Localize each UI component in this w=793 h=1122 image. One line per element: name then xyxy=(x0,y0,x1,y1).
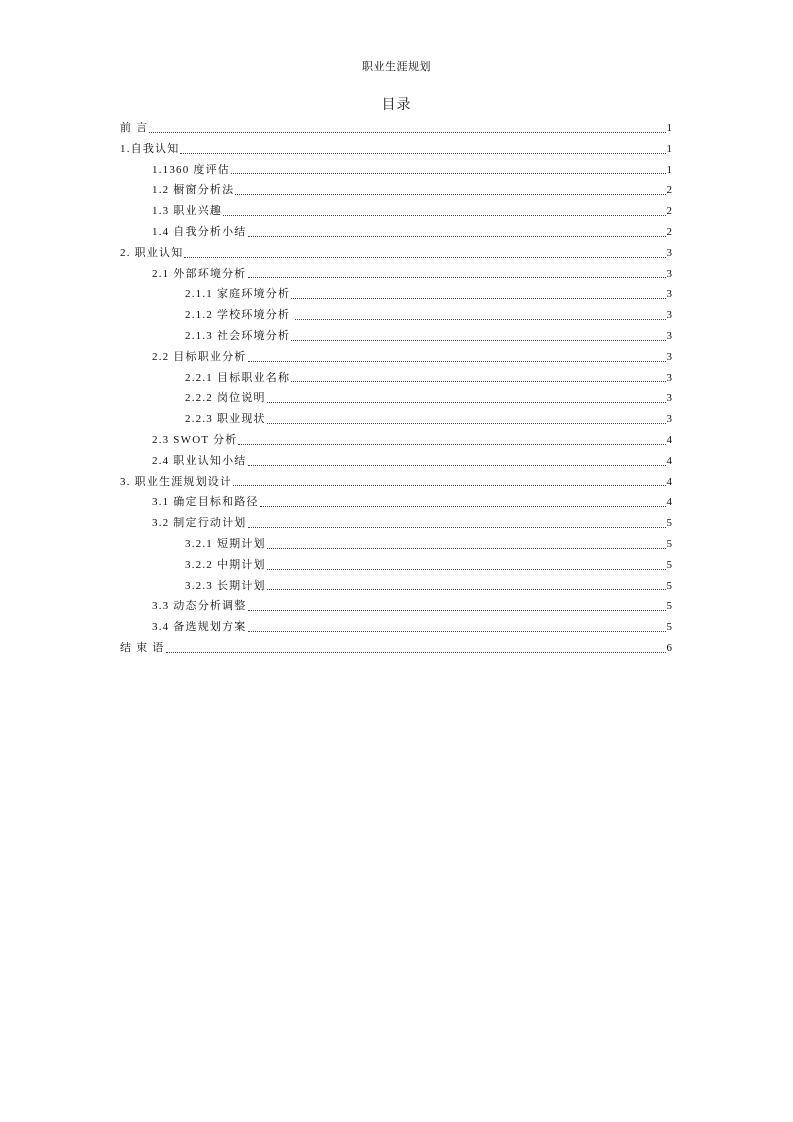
toc-page-number: 1 xyxy=(666,122,672,134)
toc-entry-3-3[interactable] xyxy=(120,596,672,617)
toc-page-number: 5 xyxy=(666,537,672,550)
toc-entry-title: 结 束 语 xyxy=(120,641,165,654)
toc-entry-2[interactable] xyxy=(120,243,672,264)
dot-leader xyxy=(166,652,666,653)
toc-entry-title: 3.3 动态分析调整 xyxy=(152,600,247,613)
dot-leader xyxy=(248,361,666,362)
toc-page-number: 5 xyxy=(666,579,672,592)
toc-entry-title: 3.2.2 中期计划 xyxy=(185,558,266,571)
toc-entry-1-2[interactable] xyxy=(120,180,672,201)
dot-leader xyxy=(248,465,666,466)
toc-entry-title: 1.4 自我分析小结 xyxy=(152,225,247,238)
toc-entry-1-4[interactable] xyxy=(120,222,672,243)
toc-entry-title: 3.2 制定行动计划 xyxy=(152,517,247,530)
toc-entry-2-2-1[interactable] xyxy=(120,368,672,389)
toc-page-number: 1 xyxy=(666,142,672,155)
dot-leader xyxy=(248,277,666,278)
toc-entry-2-1[interactable] xyxy=(120,264,672,285)
toc-page-number: 3 xyxy=(666,371,672,384)
toc-entry-title: 1.自我认知 xyxy=(120,142,180,155)
toc-entry-title: 2.2.1 目标职业名称 xyxy=(185,371,291,384)
toc-page-number: 5 xyxy=(666,600,672,613)
toc-entry-title: 2. 职业认知 xyxy=(120,246,184,259)
toc-page-number: 2 xyxy=(666,205,672,218)
toc-entry-title: 1.3 职业兴趣 xyxy=(152,205,223,218)
dot-leader xyxy=(248,610,666,611)
dot-leader xyxy=(291,298,665,299)
toc-entry-2-2[interactable] xyxy=(120,347,672,368)
dot-leader xyxy=(248,236,666,237)
toc-page-number: 2 xyxy=(666,184,672,197)
dot-leader xyxy=(233,485,665,486)
toc-entry-2-1-1[interactable] xyxy=(120,284,672,305)
toc-entry-2-1-3[interactable] xyxy=(120,326,672,347)
toc-page-number: 3 xyxy=(666,392,672,405)
toc-page-number: 3 xyxy=(666,246,672,259)
toc-entry-title: 3.1 确定目标和路径 xyxy=(152,496,259,509)
toc-entry-2-1-2[interactable] xyxy=(120,305,672,326)
dot-leader xyxy=(267,589,666,590)
toc-page-number: 4 xyxy=(666,433,672,446)
dot-leader xyxy=(248,527,666,528)
toc-entry-title: 2.1 外部环境分析 xyxy=(152,267,247,280)
toc-entry-title: 3. 职业生涯规划设计 xyxy=(120,475,233,488)
toc-entry-title: 2.2.3 职业现状 xyxy=(185,413,266,426)
toc-entry-title: 3.2.1 短期计划 xyxy=(185,537,266,550)
toc-entry-3-1[interactable] xyxy=(120,492,672,513)
table-of-contents xyxy=(120,118,672,659)
toc-page-number: 3 xyxy=(666,267,672,280)
toc-page-number: 5 xyxy=(666,558,672,571)
toc-entry-2-4[interactable] xyxy=(120,451,672,472)
toc-entry-title: 3.4 备选规划方案 xyxy=(152,621,247,634)
toc-entry-title: 1.1360 度评估 xyxy=(152,163,230,176)
dot-leader xyxy=(184,257,665,258)
toc-entry-2-3[interactable] xyxy=(120,430,672,451)
toc-title: 目录 xyxy=(381,98,412,113)
dot-leader xyxy=(267,423,666,424)
toc-entry-1[interactable] xyxy=(120,139,672,160)
toc-entry-conclusion[interactable] xyxy=(120,638,672,659)
dot-leader xyxy=(235,194,665,195)
toc-entry-1-1[interactable] xyxy=(120,160,672,181)
toc-page-number: 4 xyxy=(666,496,672,509)
toc-page-number: 3 xyxy=(666,413,672,426)
toc-entry-title: 2.2 目标职业分析 xyxy=(152,350,247,363)
toc-entry-1-3[interactable] xyxy=(120,201,672,222)
toc-page-number: 3 xyxy=(666,309,672,322)
toc-page-number: 3 xyxy=(666,350,672,363)
dot-leader xyxy=(223,215,665,216)
dot-leader xyxy=(238,444,665,445)
dot-leader xyxy=(267,548,666,549)
toc-page-number: 1 xyxy=(666,163,672,176)
toc-entry-title: 2.2.2 岗位说明 xyxy=(185,392,266,405)
toc-page-number: 4 xyxy=(666,475,672,488)
dot-leader xyxy=(149,132,665,133)
toc-page-number: 3 xyxy=(666,329,672,342)
toc-page-number: 2 xyxy=(666,225,672,238)
toc-entry-3-2-1[interactable] xyxy=(120,534,672,555)
dot-leader xyxy=(291,381,665,382)
dot-leader xyxy=(248,631,666,632)
toc-entry-title: 3.2.3 长期计划 xyxy=(185,579,266,592)
toc-entry-title: 1.2 橱窗分析法 xyxy=(152,184,235,197)
dot-leader xyxy=(267,402,666,403)
toc-entry-title: 2.1.1 家庭环境分析 xyxy=(185,288,291,301)
toc-entry-title: 2.1.2 学校环境分析 xyxy=(185,309,295,322)
running-header: 职业生涯规划 xyxy=(362,61,431,73)
toc-entry-title: 2.4 职业认知小结 xyxy=(152,454,247,467)
toc-entry-preface[interactable] xyxy=(120,118,672,139)
dot-leader xyxy=(231,173,666,174)
toc-page-number: 5 xyxy=(666,621,672,634)
toc-page-number: 4 xyxy=(666,454,672,467)
toc-page-number: 5 xyxy=(666,517,672,530)
dot-leader xyxy=(260,506,666,507)
toc-entry-3-2[interactable] xyxy=(120,513,672,534)
toc-entry-2-2-3[interactable] xyxy=(120,409,672,430)
toc-page-number: 3 xyxy=(666,288,672,301)
toc-entry-title: 前 言 xyxy=(120,122,149,134)
toc-entry-3-2-2[interactable] xyxy=(120,555,672,576)
toc-entry-2-2-2[interactable] xyxy=(120,388,672,409)
toc-entry-title: 2.3 SWOT 分析 xyxy=(152,433,238,446)
dot-leader xyxy=(180,153,665,154)
toc-entry-title: 2.1.3 社会环境分析 xyxy=(185,329,291,342)
toc-entry-3-4[interactable] xyxy=(120,617,672,638)
toc-page-number: 6 xyxy=(666,641,672,654)
dot-leader xyxy=(267,569,666,570)
dot-leader xyxy=(291,340,665,341)
toc-entry-3[interactable] xyxy=(120,472,672,493)
toc-entry-3-2-3[interactable] xyxy=(120,576,672,597)
dot-leader xyxy=(295,319,665,320)
